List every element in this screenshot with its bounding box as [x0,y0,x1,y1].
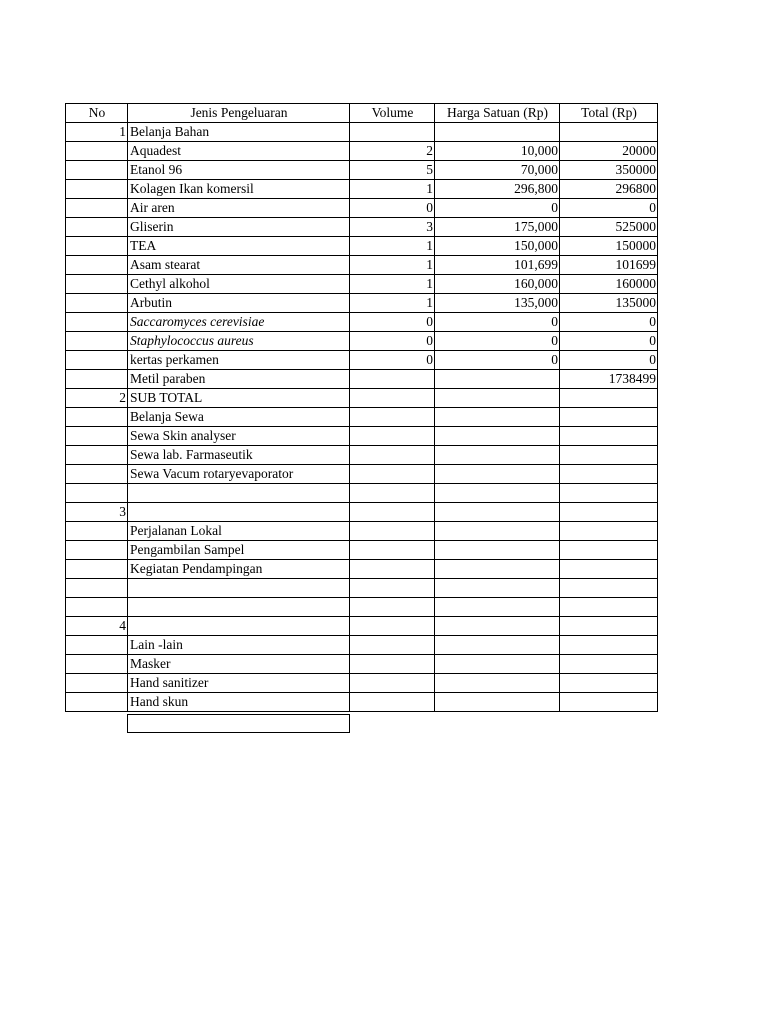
cell-name[interactable]: Belanja Sewa [128,408,350,427]
cell-volume[interactable] [350,522,435,541]
cell-volume[interactable] [350,560,435,579]
cell-no[interactable] [66,332,128,351]
cell-no[interactable] [66,313,128,332]
cell-total[interactable]: 296800 [560,180,658,199]
cell-volume[interactable]: 5 [350,161,435,180]
cell-no[interactable] [66,598,128,617]
table-body [66,123,658,712]
cell-total[interactable] [560,560,658,579]
cell-volume[interactable] [350,484,435,503]
cell-name[interactable] [128,484,350,503]
cell-price[interactable] [435,484,560,503]
cell-price[interactable] [435,655,560,674]
cell-total[interactable] [560,123,658,142]
cell-price[interactable]: 175,000 [435,218,560,237]
cell-price[interactable] [435,408,560,427]
cell-no[interactable] [66,351,128,370]
table-row [66,503,658,522]
cell-name[interactable]: Metil paraben [128,370,350,389]
cell-name[interactable]: Perjalanan Lokal [128,522,350,541]
cell-no[interactable] [66,142,128,161]
cell-price[interactable] [435,389,560,408]
table-row [66,598,658,617]
header-price[interactable]: Harga Satuan (Rp) [435,104,560,123]
cell-total[interactable]: 0 [560,199,658,218]
table-row [66,408,658,427]
cell-no[interactable]: 3 [66,503,128,522]
cell-total[interactable] [560,693,658,712]
cell-no[interactable] [66,693,128,712]
table-row [66,617,658,636]
table-row [66,256,658,275]
cell-price[interactable] [435,674,560,693]
cell-price[interactable] [435,617,560,636]
cell-name[interactable]: Cethyl alkohol [128,275,350,294]
cell-total[interactable] [560,484,658,503]
cell-total[interactable]: 350000 [560,161,658,180]
cell-total[interactable]: 0 [560,351,658,370]
cell-name[interactable]: Pengambilan Sampel [128,541,350,560]
cell-name[interactable] [128,617,350,636]
table-row [66,142,658,161]
cell-volume[interactable] [350,636,435,655]
cell-volume[interactable] [350,446,435,465]
cell-volume[interactable] [350,123,435,142]
cell-total[interactable] [560,579,658,598]
cell-volume[interactable] [350,617,435,636]
cell-name[interactable]: Belanja Bahan [128,123,350,142]
cell-price[interactable] [435,693,560,712]
cell-total[interactable] [560,674,658,693]
cell-no[interactable] [66,161,128,180]
table-row [66,180,658,199]
table-row [66,313,658,332]
cell-name[interactable]: Masker [128,655,350,674]
cell-no[interactable] [66,427,128,446]
cell-volume[interactable]: 1 [350,256,435,275]
cell-total[interactable] [560,465,658,484]
cell-name[interactable]: Gliserin [128,218,350,237]
cell-total[interactable] [560,503,658,522]
cell-no[interactable] [66,579,128,598]
cell-name[interactable]: Sewa lab. Farmaseutik [128,446,350,465]
table-row [66,484,658,503]
cell-no[interactable] [66,237,128,256]
cell-total[interactable] [560,408,658,427]
table-row [66,294,658,313]
cell-volume[interactable] [350,427,435,446]
cell-name[interactable]: Hand sanitizer [128,674,350,693]
table-row [66,389,658,408]
expense-table [65,103,658,712]
cell-name[interactable] [128,579,350,598]
cell-price[interactable] [435,579,560,598]
cell-volume[interactable] [350,655,435,674]
cell-volume[interactable]: 0 [350,332,435,351]
table-row [66,674,658,693]
cell-name[interactable] [128,503,350,522]
cell-volume[interactable]: 0 [350,199,435,218]
table-row [66,199,658,218]
cell-volume[interactable] [350,579,435,598]
cell-total[interactable] [560,446,658,465]
cell-no[interactable] [66,484,128,503]
cell-volume[interactable] [350,503,435,522]
cell-no[interactable]: 2 [66,389,128,408]
cell-volume[interactable]: 1 [350,237,435,256]
table-row [66,465,658,484]
cell-volume[interactable]: 0 [350,351,435,370]
cell-total[interactable]: 525000 [560,218,658,237]
cell-name[interactable]: Asam stearat [128,256,350,275]
cell-name[interactable]: Hand skun [128,693,350,712]
cell-price[interactable] [435,598,560,617]
cell-total[interactable]: 20000 [560,142,658,161]
table-row [66,218,658,237]
cell-total[interactable]: 150000 [560,237,658,256]
cell-volume[interactable] [350,693,435,712]
cell-no[interactable] [66,541,128,560]
cell-price[interactable] [435,446,560,465]
cell-volume[interactable] [350,389,435,408]
cell-price[interactable]: 150,000 [435,237,560,256]
table-row [66,275,658,294]
empty-cell[interactable] [127,714,350,733]
cell-no[interactable] [66,522,128,541]
cell-volume[interactable]: 2 [350,142,435,161]
cell-no[interactable] [66,256,128,275]
cell-total[interactable]: 101699 [560,256,658,275]
cell-volume[interactable] [350,541,435,560]
cell-volume[interactable]: 1 [350,294,435,313]
cell-name[interactable]: Etanol 96 [128,161,350,180]
cell-price[interactable]: 160,000 [435,275,560,294]
table-row [66,636,658,655]
cell-no[interactable] [66,199,128,218]
cell-no[interactable] [66,180,128,199]
table-row [66,560,658,579]
cell-total[interactable] [560,655,658,674]
cell-volume[interactable]: 0 [350,313,435,332]
cell-name[interactable]: Sewa Skin analyser [128,427,350,446]
cell-total[interactable] [560,427,658,446]
cell-name[interactable]: Kolagen Ikan komersil [128,180,350,199]
cell-price[interactable] [435,123,560,142]
cell-price[interactable]: 101,699 [435,256,560,275]
table-row [66,427,658,446]
cell-volume[interactable] [350,370,435,389]
cell-price[interactable]: 0 [435,313,560,332]
cell-volume[interactable] [350,598,435,617]
cell-volume[interactable] [350,408,435,427]
cell-no[interactable] [66,370,128,389]
cell-name[interactable]: SUB TOTAL [128,389,350,408]
cell-price[interactable] [435,560,560,579]
header-row [66,104,658,123]
cell-price[interactable]: 135,000 [435,294,560,313]
cell-name[interactable]: Sewa Vacum rotaryevaporator [128,465,350,484]
cell-price[interactable] [435,427,560,446]
cell-total[interactable]: 135000 [560,294,658,313]
header-name[interactable]: Jenis Pengeluaran [128,104,350,123]
table-row [66,693,658,712]
table-row [66,446,658,465]
table-row [66,370,658,389]
cell-total[interactable] [560,389,658,408]
table-row [66,541,658,560]
cell-name[interactable]: TEA [128,237,350,256]
cell-name[interactable]: Arbutin [128,294,350,313]
cell-price[interactable] [435,370,560,389]
cell-total[interactable]: 0 [560,332,658,351]
cell-price[interactable] [435,541,560,560]
cell-no[interactable] [66,560,128,579]
table-row [66,161,658,180]
cell-volume[interactable] [350,465,435,484]
cell-no[interactable] [66,275,128,294]
table-row [66,522,658,541]
cell-no[interactable] [66,294,128,313]
table-row [66,351,658,370]
cell-price[interactable]: 10,000 [435,142,560,161]
cell-volume[interactable]: 1 [350,275,435,294]
cell-total[interactable] [560,541,658,560]
cell-price[interactable]: 0 [435,351,560,370]
cell-no[interactable] [66,636,128,655]
table-row [66,123,658,142]
cell-price[interactable] [435,503,560,522]
cell-name[interactable]: Aquadest [128,142,350,161]
cell-volume[interactable]: 3 [350,218,435,237]
cell-name[interactable] [128,598,350,617]
cell-total[interactable]: 0 [560,313,658,332]
cell-price[interactable] [435,636,560,655]
cell-name[interactable]: Air aren [128,199,350,218]
cell-name[interactable]: Kegiatan Pendampingan [128,560,350,579]
cell-price[interactable]: 70,000 [435,161,560,180]
table-row [66,655,658,674]
cell-price[interactable] [435,465,560,484]
cell-name[interactable]: Lain -lain [128,636,350,655]
header-volume[interactable]: Volume [350,104,435,123]
cell-total[interactable] [560,522,658,541]
cell-name[interactable]: Saccaromyces cerevisiae [128,313,350,332]
cell-price[interactable]: 0 [435,199,560,218]
cell-no[interactable]: 4 [66,617,128,636]
header-no[interactable]: No [66,104,128,123]
cell-no[interactable] [66,218,128,237]
cell-no[interactable] [66,674,128,693]
cell-price[interactable]: 296,800 [435,180,560,199]
cell-volume[interactable] [350,674,435,693]
cell-price[interactable] [435,522,560,541]
cell-no[interactable] [66,446,128,465]
cell-no[interactable] [66,655,128,674]
cell-total[interactable] [560,636,658,655]
table-row [66,332,658,351]
cell-price[interactable]: 0 [435,332,560,351]
table-row [66,237,658,256]
cell-no[interactable]: 1 [66,123,128,142]
cell-total[interactable] [560,598,658,617]
cell-no[interactable] [66,465,128,484]
cell-no[interactable] [66,408,128,427]
cell-total[interactable]: 1738499 [560,370,658,389]
cell-total[interactable]: 160000 [560,275,658,294]
cell-volume[interactable]: 1 [350,180,435,199]
header-total[interactable]: Total (Rp) [560,104,658,123]
cell-name[interactable]: kertas perkamen [128,351,350,370]
table-row [66,579,658,598]
cell-total[interactable] [560,617,658,636]
cell-name[interactable]: Staphylococcus aureus [128,332,350,351]
